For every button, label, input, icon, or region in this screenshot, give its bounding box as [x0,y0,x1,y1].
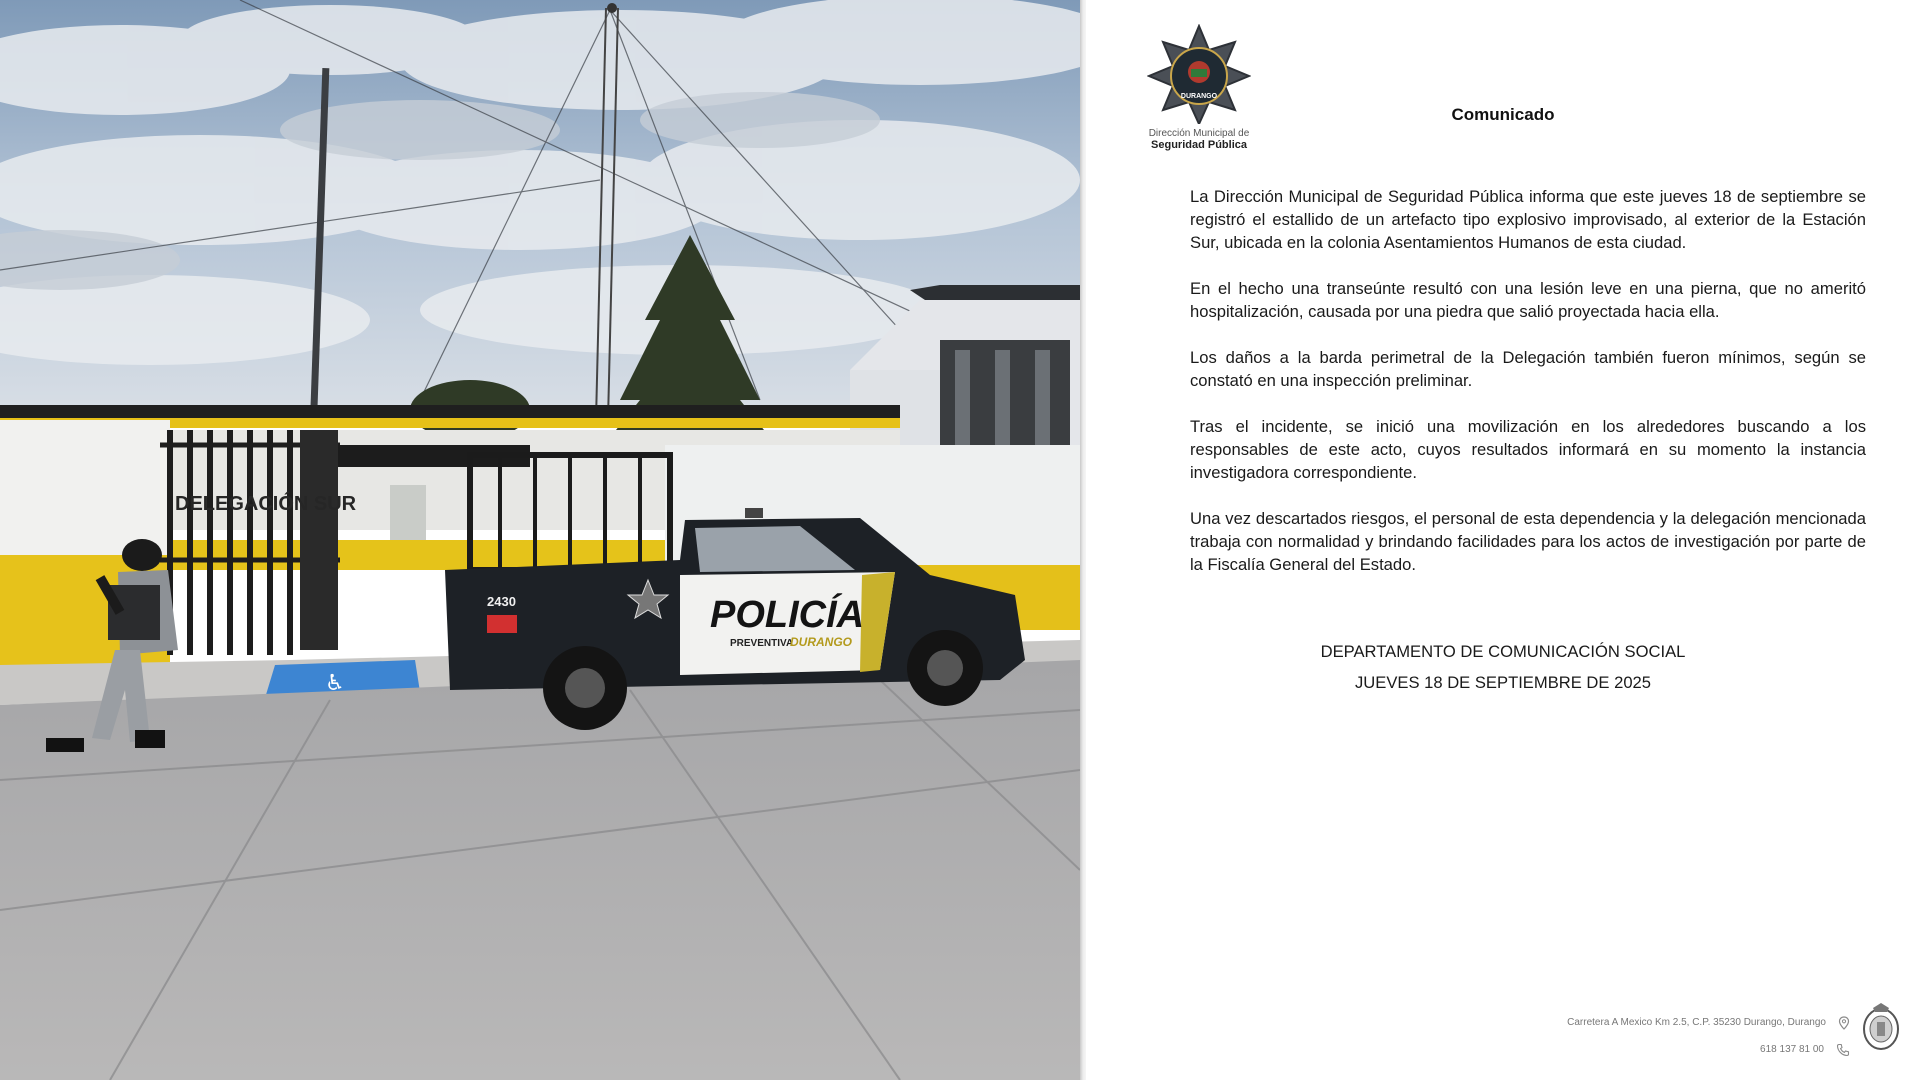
municipal-seal-icon [1860,1002,1902,1052]
paragraph-2: En el hecho una transeúnte resultó con una lesión leve en una pierna, que no ameritó hospitalización, causada por una piedra que salió proyectada hacia ella. [1190,279,1866,321]
road [0,660,1080,1080]
emblem-text: DURANGO [1180,93,1218,100]
footer-phone-row [1567,1036,1850,1063]
release-date: JUEVES 18 DE SEPTIEMBRE DE 2025 [1354,673,1652,692]
footer-phone: 618 137 81 00 [1760,1044,1824,1055]
department-name: DEPARTAMENTO DE COMUNICACIÓN SOCIAL [1320,642,1686,661]
paragraph-4: Tras el incidente, se inició una movilización en los alrededores buscando a los responsables de este acto, cuyos resultados informará en su momento la instancia investigadora correspondiente. [1190,417,1866,482]
truck-number: 2430 [487,594,516,609]
logo-line-2: Seguridad Pública [1151,139,1247,151]
truck-sub-label-1: PREVENTIVA [730,638,794,649]
signature-block [1086,636,1920,698]
truck-main-label: POLICÍA [710,594,865,636]
svg-text:♿: ♿ [325,671,345,696]
footer-contact [1567,1009,1850,1063]
footer-address: Carretera A Mexico Km 2.5, C.P. 35230 Durango, Durango [1567,1017,1826,1028]
paragraph-1: La Dirección Municipal de Seguridad Pública informa que este jueves 18 de septiembre se registró el estallido de un artefacto tipo explosivo improvisado, al exterior de la Estación Sur, ubicada en la colonia Asentamientos Humanos de esta ciudad. [1190,187,1866,252]
building-sign: DELEGACIÓN SUR [175,493,357,515]
truck-sub-label-2: DURANGO [790,635,852,649]
document-title: Comunicado [1451,105,1555,124]
police-logo [1144,24,1254,151]
paragraph-5: Una vez descartados riesgos, el personal de esta dependencia y la delegación mencionada trabaja con normalidad y brindando facilidades para los actos de investigación por parte de la Fiscalía General del Estado. [1190,509,1866,574]
press-release [1086,0,1920,1080]
logo-line-1: Dirección Municipal de [1148,128,1250,139]
paragraph-3: Los daños a la barda perimetral de la Delegación también fueron mínimos, según se constató en una inspección preliminar. [1190,348,1866,390]
map-pin-icon [1838,1016,1850,1030]
phone-icon [1836,1043,1850,1057]
document-body [1190,185,1866,599]
footer-address-row [1567,1009,1850,1036]
